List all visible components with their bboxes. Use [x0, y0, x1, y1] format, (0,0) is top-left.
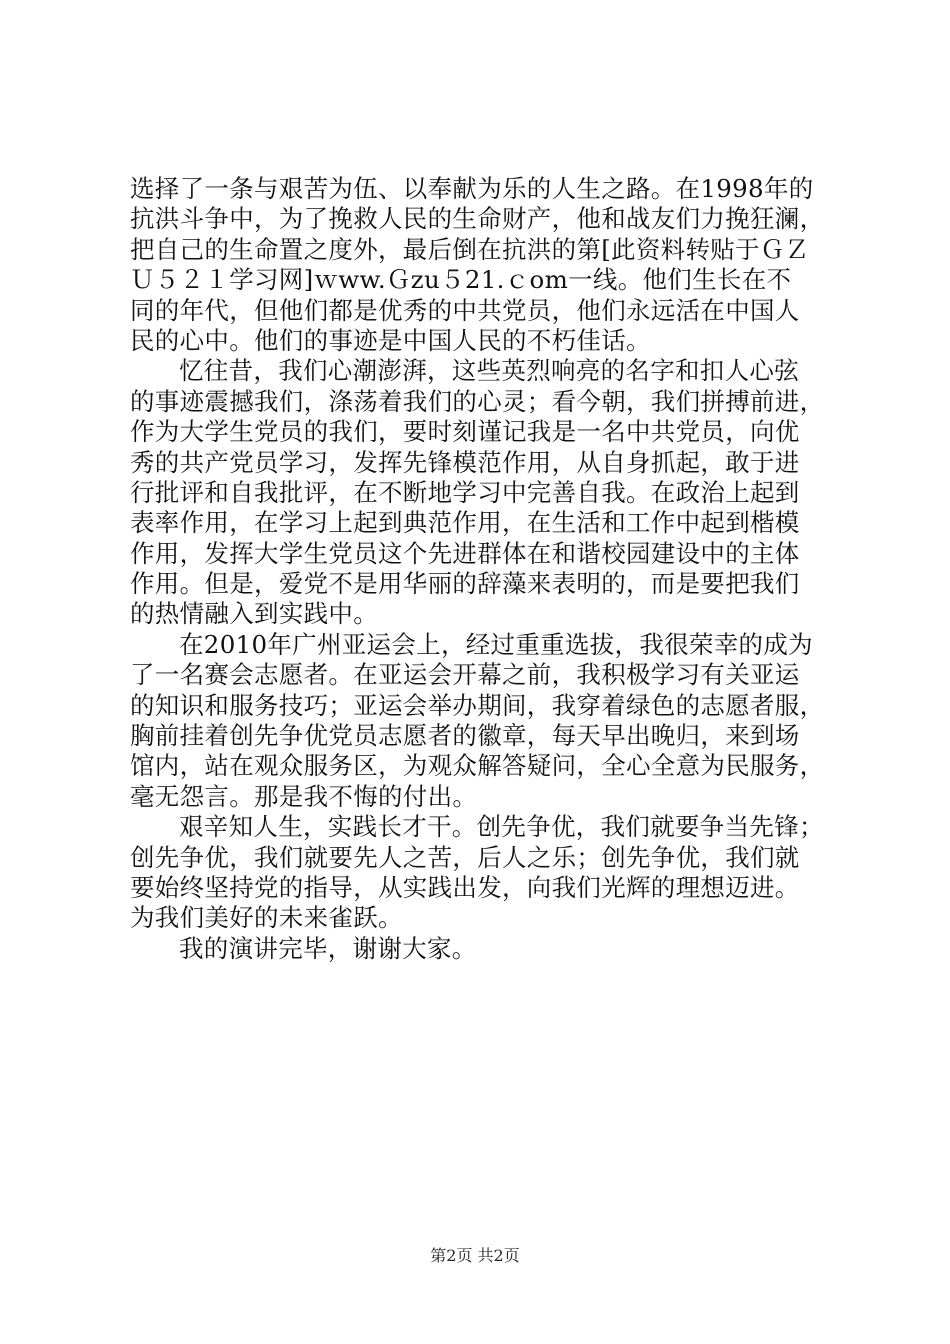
text-line: 选择了一条与艰苦为伍、以奉献为乐的人生之路。在1998年的 — [130, 174, 814, 203]
paragraph — [130, 630, 830, 812]
text-line: 行批评和自我批评，在不断地学习中完善自我。在政治上起到 — [130, 477, 800, 507]
text-line: 的热情融入到实践中。 — [130, 599, 378, 629]
text-line: 创先争优，我们就要先人之苦，后人之乐；创先争优，我们就 — [130, 842, 800, 872]
paragraph — [130, 174, 830, 356]
text-line: 要始终坚持党的指导，从实践出发，向我们光辉的理想迈进。 — [130, 872, 800, 902]
text-line: 艰辛知人生，实践长才干。创先争优，我们就要争当先锋； — [179, 812, 824, 842]
text-line: 我的演讲完毕，谢谢大家。 — [179, 933, 477, 963]
page-footer: 第2页 共2页 — [430, 1246, 520, 1265]
text-line: 民的心中。他们的事迹是中国人民的不朽佳话。 — [130, 325, 651, 355]
paragraph — [130, 934, 830, 964]
text-line: 在2010年广州亚运会上，经过重重选拔，我很荣幸的成为 — [179, 629, 813, 659]
paragraph — [130, 356, 830, 630]
text-line: 作用。但是，爱党不是用华丽的辞藻来表明的，而是要把我们 — [130, 569, 800, 599]
text-line: 同的年代，但他们都是优秀的中共党员，他们永远活在中国人 — [130, 295, 800, 325]
text-line: 为我们美好的未来雀跃。 — [130, 903, 403, 933]
paragraph — [130, 812, 830, 934]
text-line: 的知识和服务技巧；亚运会举办期间，我穿着绿色的志愿者服， — [130, 690, 825, 720]
text-line: 毫无怨言。那是我不悔的付出。 — [130, 781, 478, 811]
text-line: 忆往昔，我们心潮澎湃，这些英烈响亮的名字和扣人心弦 — [179, 356, 799, 386]
text-line: 作用，发挥大学生党员这个先进群体在和谐校园建设中的主体 — [130, 538, 800, 568]
text-line: Ｕ５２１学习网]ｗww.Ｇzu５21.ｃom一线。他们生长在不 — [130, 265, 792, 295]
text-line: 了一名赛会志愿者。在亚运会开幕之前，我积极学习有关亚运 — [130, 660, 800, 690]
text-line: 的事迹震撼我们，涤荡着我们的心灵；看今朝，我们拼搏前进， — [130, 386, 825, 416]
text-line: 抗洪斗争中，为了挽救人民的生命财产，他和战友们力挽狂澜， — [130, 204, 825, 234]
text-line: 表率作用，在学习上起到典范作用，在生活和工作中起到楷模 — [130, 508, 800, 538]
text-line: 秀的共产党员学习，发挥先锋模范作用，从自身抓起，敢于进 — [130, 447, 800, 477]
document-body — [130, 174, 830, 964]
text-line: 作为大学生党员的我们，要时刻谨记我是一名中共党员，向优 — [130, 417, 800, 447]
text-line: 把自己的生命置之度外，最后倒在抗洪的第[此资料转贴于ＧＺ — [130, 234, 810, 264]
text-line: 馆内，站在观众服务区，为观众解答疑问，全心全意为民服务， — [130, 751, 825, 781]
text-line: 胸前挂着创先争优党员志愿者的徽章，每天早出晚归，来到场 — [130, 721, 800, 751]
